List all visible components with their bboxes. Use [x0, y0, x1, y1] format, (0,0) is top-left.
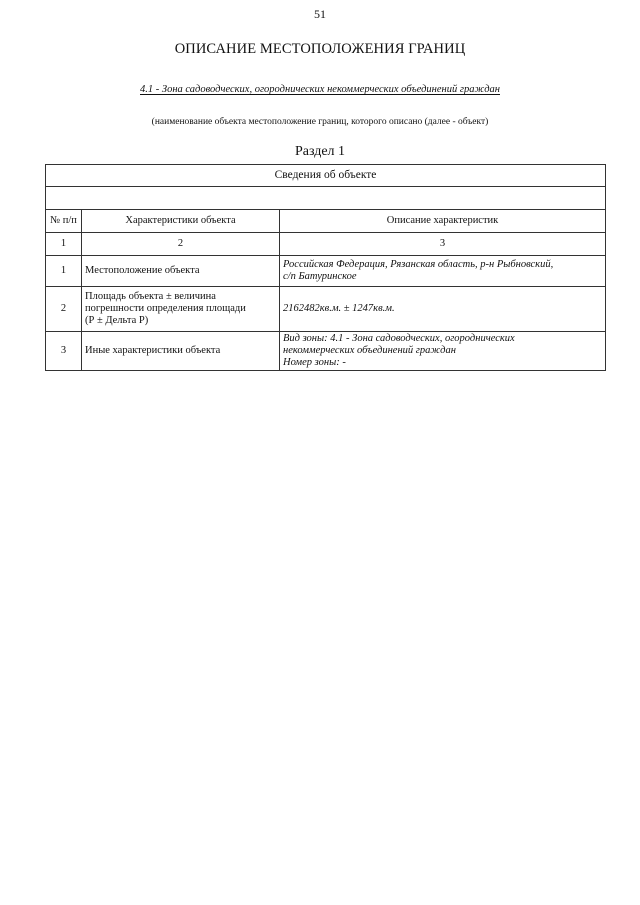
section-title: Раздел 1	[294, 144, 346, 159]
row-characteristic: Местоположение объекта	[82, 256, 280, 287]
object-name	[0, 84, 640, 95]
column-header-characteristic: Характеристики объекта	[82, 210, 280, 233]
table-column-numbers	[46, 233, 606, 256]
description-line: Российская Федерация, Рязанская область, р-н Рыбновский,	[283, 258, 554, 270]
column-header-description: Описание характеристик	[280, 210, 606, 233]
row-description	[280, 332, 606, 371]
table-row	[46, 287, 606, 332]
column-number-1: 1	[46, 233, 82, 256]
object-info-table	[45, 164, 606, 371]
characteristic-line: (Р ± Дельта Р)	[85, 315, 149, 327]
description-line: с/п Батуринское	[283, 271, 357, 282]
row-number: 2	[46, 287, 82, 332]
object-name-text: 4.1 - Зона садоводческих, огороднических некоммерческих объединений граждан	[140, 84, 500, 95]
row-characteristic	[82, 287, 280, 332]
row-number: 1	[46, 256, 82, 287]
description-line: Номер зоны: -	[283, 357, 346, 369]
table-blank-cell	[46, 187, 606, 210]
table-row	[46, 256, 606, 287]
description-line: 2162482кв.м. ± 1247кв.м.	[283, 302, 395, 314]
column-header-num: № п/п	[46, 210, 82, 233]
table-header-row	[46, 165, 606, 187]
characteristic-line: Площадь объекта ± величина	[85, 290, 216, 302]
table-header: Сведения об объекте	[46, 165, 606, 187]
column-number-2: 2	[82, 233, 280, 256]
characteristic-line: погрешности определения площади	[85, 302, 246, 314]
row-number: 3	[46, 332, 82, 371]
table-row	[46, 332, 606, 371]
table-column-headers	[46, 210, 606, 233]
column-number-3: 3	[280, 233, 606, 256]
row-characteristic: Иные характеристики объекта	[82, 332, 280, 371]
object-caption: (наименование объекта местоположение границ, которого описано (далее - объект)	[151, 117, 489, 127]
description-line: некоммерческих объединений граждан	[283, 345, 456, 357]
row-description	[280, 287, 606, 332]
row-description	[280, 256, 606, 287]
page-number: 51	[314, 7, 326, 21]
document-title: ОПИСАНИЕ МЕСТОПОЛОЖЕНИЯ ГРАНИЦ	[174, 41, 466, 57]
table-blank-row	[46, 187, 606, 210]
description-line: Вид зоны: 4.1 - Зона садоводческих, огороднических	[283, 333, 515, 344]
